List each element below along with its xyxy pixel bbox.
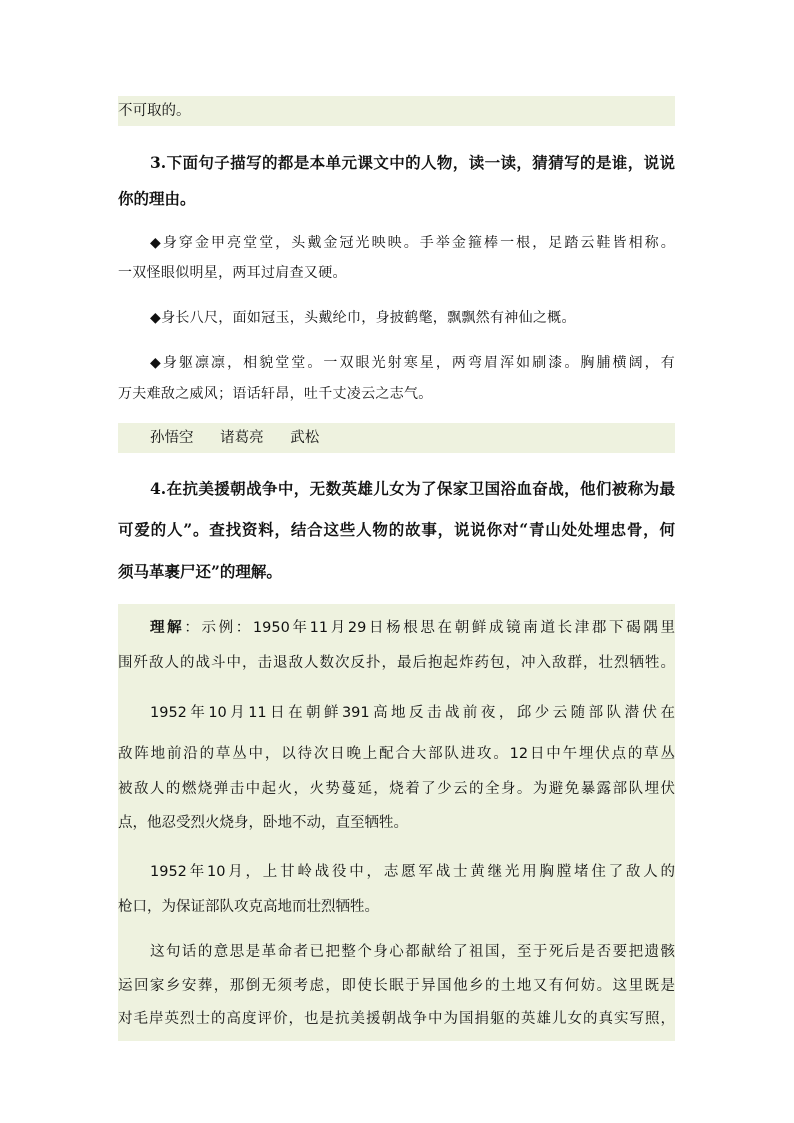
- q3-item-1-line-1: ◆身穿金甲亮堂堂，头戴金冠光映映。手举金箍棒一根，足踏云鞋皆相称。: [150, 235, 675, 251]
- answer-p2-line-1: 1952年10月11日在朝鲜391高地反击战前夜，邱少云随部队潜伏在: [150, 705, 675, 721]
- answer-label: 理解: [150, 620, 185, 636]
- q4-line-2: 可爱的人”。查找资料，结合这些人物的故事，说说你对“青山处处埋忠骨，何: [118, 520, 675, 539]
- answer-p1-text: ：示例：1950年11月29日杨根思在朝鲜成镜南道长津郡下碣隅里: [184, 620, 675, 636]
- q3-item-1-line-2: 一双怪眼似明星，两耳过肩查又硬。: [118, 265, 347, 281]
- q3-line-2: 你的理由。: [118, 189, 196, 208]
- answer-p4-line-1: 这句话的意思是革命者已把整个身心都献给了祖国，至于死后是否要把遗骸: [150, 944, 675, 960]
- answer-p4-line-2: 运回家乡安葬，那倒无须考虑，即使长眠于异国他乡的土地又有何妨。这里既是: [118, 978, 675, 994]
- q3-answers: [118, 427, 675, 449]
- answer-p1-line-1: [118, 617, 675, 639]
- answer-name: 诸葛亮: [220, 430, 264, 446]
- q3-line-1: 3.下面句子描写的都是本单元课文中的人物，读一读，猜猜写的是谁，说说: [150, 153, 675, 172]
- answer-p2-line-3: 被敌人的燃烧弹击中起火，火势蔓延，烧着了少云的全身。为避免暴露部队埋伏: [118, 781, 675, 797]
- answer-p2-line-2: 敌阵地前沿的草丛中，以待次日晚上配合大部队进攻。12日中午埋伏点的草丛: [118, 746, 675, 762]
- q3-item-3-line-1: ◆身躯凛凛，相貌堂堂。一双眼光射寒星，两弯眉浑如刷漆。胸脯横阔，有: [150, 355, 675, 371]
- answer-name: 武松: [290, 430, 320, 446]
- answer-p3-line-1: 1952年10月，上甘岭战役中，志愿军战士黄继光用胸膛堵住了敌人的: [150, 864, 675, 880]
- answer-p4-line-3: 对毛岸英烈士的高度评价，也是抗美援朝战争中为国捐躯的英雄儿女的真实写照，: [118, 1011, 675, 1027]
- answer-p1-line-2: 围歼敌人的战斗中，击退敌人数次反扑，最后抱起炸药包，冲入敌群，壮烈牺牲。: [118, 655, 675, 671]
- q4-line-1: 4.在抗美援朝战争中，无数英雄儿女为了保家卫国浴血奋战，他们被称为最: [150, 479, 675, 498]
- answer-p3-line-2: 枪口，为保证部队攻克高地而壮烈牺牲。: [118, 899, 379, 915]
- q3-item-2-line-1: ◆身长八尺，面如冠玉，头戴纶巾，身披鹤氅，飘飘然有神仙之概。: [150, 310, 576, 326]
- q3-item-3-line-2: 万夫难敌之威风；语话轩昂，吐千丈凌云之志气。: [118, 386, 433, 402]
- answer-name: 孙悟空: [150, 430, 194, 446]
- answer-p2-line-4: 点，他忍受烈火烧身，卧地不动，直至牺牲。: [118, 815, 408, 831]
- top-line: 不可取的。: [118, 103, 191, 119]
- q4-line-3: 须马革裹尸还”的理解。: [118, 562, 282, 581]
